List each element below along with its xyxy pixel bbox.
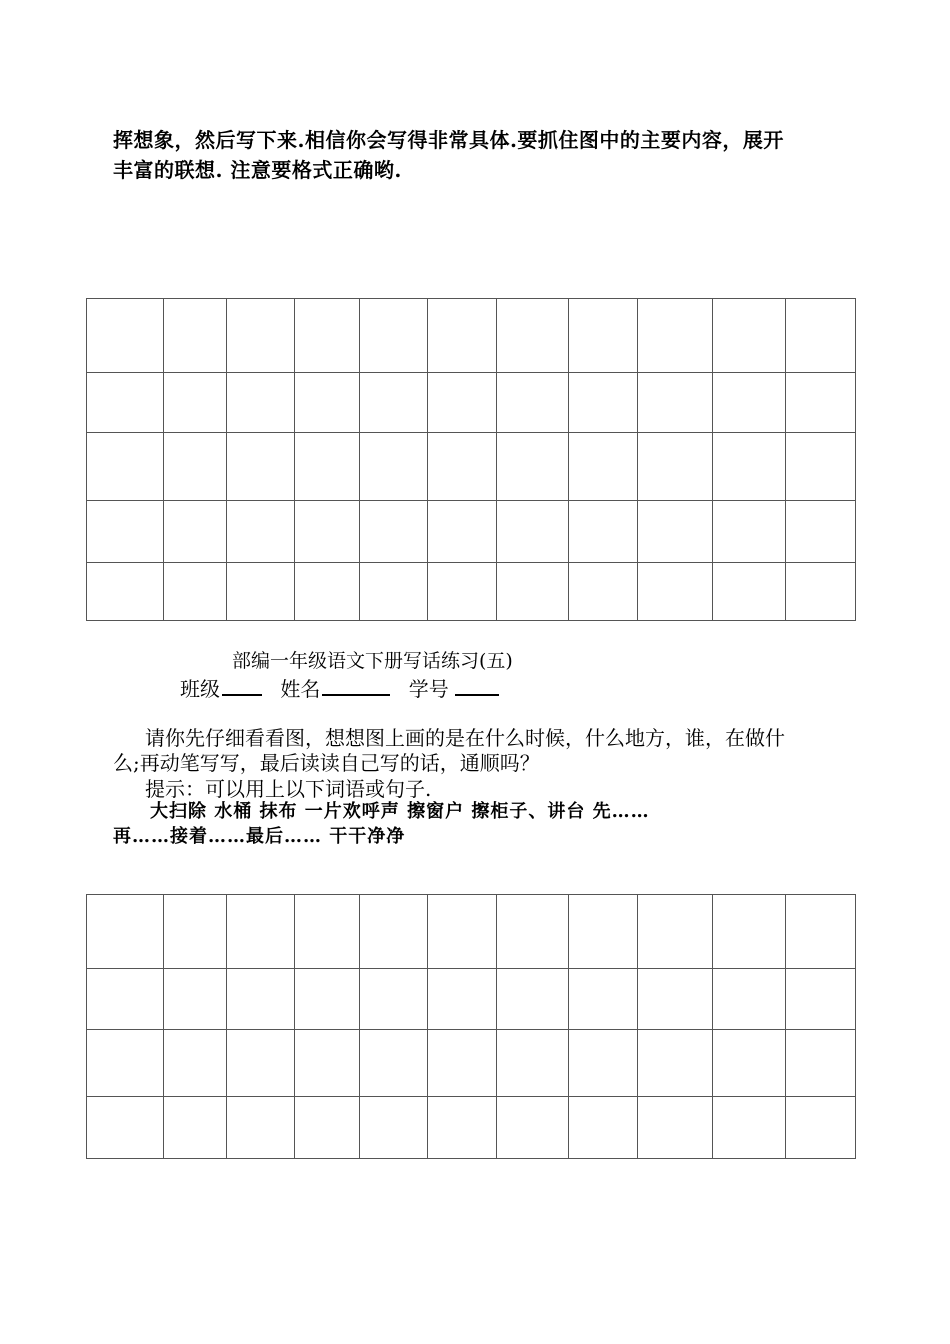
class-label: 班级 xyxy=(180,677,220,701)
name-label: 姓名 xyxy=(280,677,321,701)
grid-row xyxy=(87,969,856,1029)
prompt-line-3: 提示：可以用上以下词语或句子. xyxy=(145,777,432,801)
student-info-line xyxy=(180,673,503,702)
intro-line-1: 挥想象，然后写下来.相信你会写得非常具体.要抓住图中的主要内容，展开 xyxy=(113,128,784,152)
prompt-line-2: 么;再动笔写写，最后读读自己写的话，通顺吗？ xyxy=(113,751,540,775)
section-title: 部编一年级语文下册写话练习(五) xyxy=(232,650,513,672)
grid-row xyxy=(87,299,856,373)
hint-words-line-2: 再……接着……最后…… 干干净净 xyxy=(113,826,406,847)
prompt-line-1: 请你先仔细看看图，想想图上画的是在什么时候，什么地方，谁，在做什 xyxy=(145,726,785,750)
writing-grid-2 xyxy=(86,894,856,1159)
hint-words-line-1: 大扫除 水桶 抹布 一片欢呼声 擦窗户 擦柜子、讲台 先…… xyxy=(150,801,650,822)
name-blank[interactable] xyxy=(322,676,390,696)
grid-row xyxy=(87,501,856,563)
grid-row xyxy=(87,1029,856,1096)
grid-row xyxy=(87,1096,856,1158)
grid-row xyxy=(87,373,856,433)
grid-row xyxy=(87,563,856,621)
writing-grid-1 xyxy=(86,298,856,621)
class-blank[interactable] xyxy=(222,676,262,696)
grid-row xyxy=(87,895,856,969)
number-blank[interactable] xyxy=(455,676,499,696)
intro-line-2: 丰富的联想. 注意要格式正确哟. xyxy=(113,158,402,182)
number-label: 学号 xyxy=(408,677,449,701)
grid-row xyxy=(87,433,856,501)
